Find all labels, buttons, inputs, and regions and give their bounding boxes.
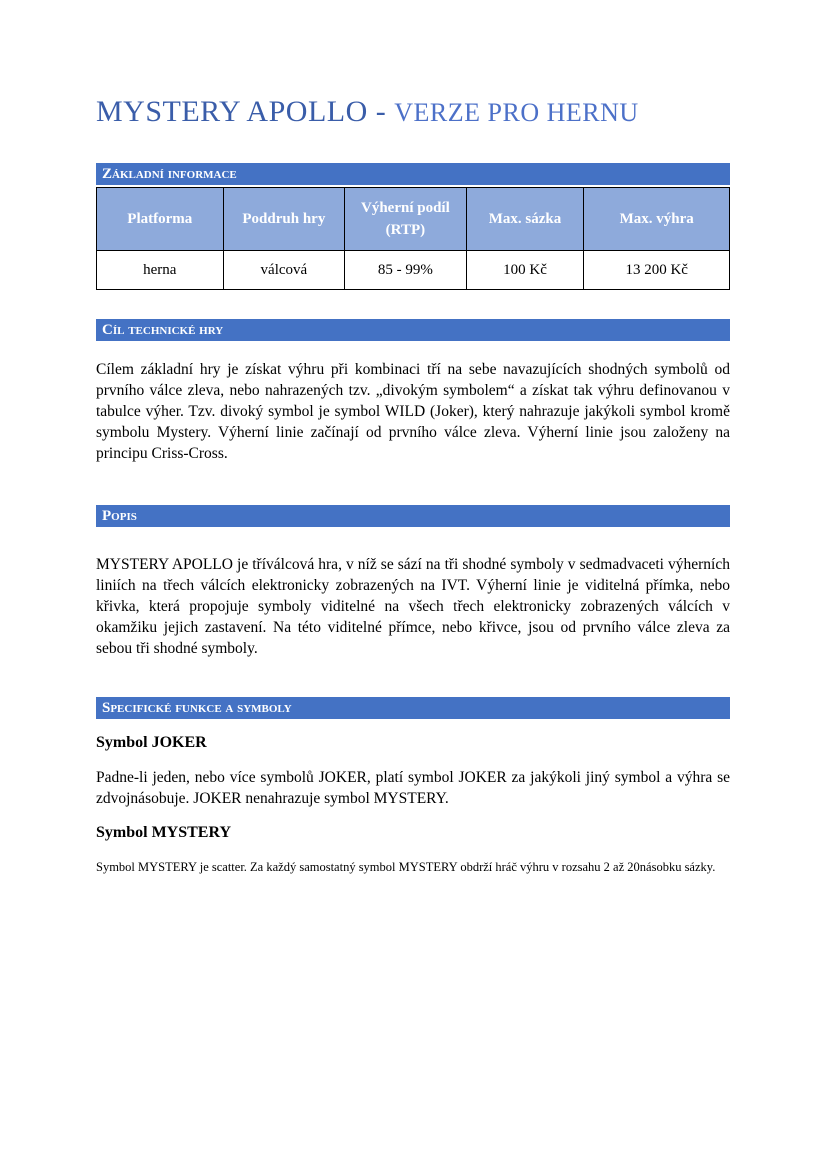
table-row [97, 251, 730, 290]
paragraph-symbol-mystery: Symbol MYSTERY je scatter. Za každý samostatný symbol MYSTERY obdrží hráč výhru v rozsahu 2 až 20násobku sázky. [96, 860, 716, 874]
paragraph-symbol-joker: Padne-li jeden, nebo více symbolů JOKER, platí symbol JOKER za jakýkoli jiný symbol a výhra se zdvojnásobuje. JOKER nenahrazuje symbol MYSTERY. [96, 769, 730, 807]
page-title [96, 92, 730, 132]
table-header-row [97, 188, 730, 251]
section-header-zakladni-informace: Základní informace [96, 163, 730, 185]
cell-vyherni-podil: 85 - 99% [345, 251, 467, 290]
page-title-subtitle: VERZE PRO HERNU [394, 98, 639, 127]
page-title-main: MYSTERY APOLLO - [96, 95, 395, 128]
paragraph-cil-technicke-hry: Cílem základní hry je získat výhru při kombinaci tří na sebe navazujících shodných symbolů od prvního válce zleva, nebo nahrazených tzv. „divokým symbolem“ a získat tak výhru definovanou v tabulce výher. Tzv. divoký symbol je symbol WILD (Joker), který nahrazuje jakýkoli symbol kromě symbolu Mystery. Výherní linie začínají od prvního válce zleva. Výherní linie jsou založeny na principu Criss-Cross. [96, 361, 730, 462]
column-header-poddruh-hry: Poddruh hry [223, 188, 345, 251]
paragraph-popis: MYSTERY APOLLO je tříválcová hra, v níž se sází na tři shodné symboly v sedmadvaceti výherních liniích na třech válcích elektronicky zobrazených na IVT. Výherní linie je viditelná přímka, nebo křivka, která propojuje symboly viditelné na všech třech elektronicky zobrazených válcích v okamžiku jejich zastavení. Na této viditelné přímce, nebo křivce, jsou od prvního válce zleva za sebou tři shodné symboly. [96, 556, 730, 657]
column-header-platforma: Platforma [97, 188, 224, 251]
column-header-vyherni-podil: Výherní podíl (RTP) [345, 188, 467, 251]
cell-platforma: herna [97, 251, 224, 290]
cell-max-vyhra: 13 200 Kč [584, 251, 730, 290]
section-header-cil-technicke-hry: Cíl technické hry [96, 319, 730, 341]
section-header-popis: Popis [96, 505, 730, 527]
sub-heading-symbol-mystery: Symbol MYSTERY [96, 824, 232, 841]
basic-info-table [96, 187, 730, 290]
sub-heading-symbol-joker: Symbol JOKER [96, 734, 207, 751]
column-header-max-vyhra: Max. výhra [584, 188, 730, 251]
cell-max-sazka: 100 Kč [466, 251, 584, 290]
column-header-max-sazka: Max. sázka [466, 188, 584, 251]
cell-poddruh-hry: válcová [223, 251, 345, 290]
section-header-specificke-funkce: Specifické funkce a symboly [96, 697, 730, 719]
